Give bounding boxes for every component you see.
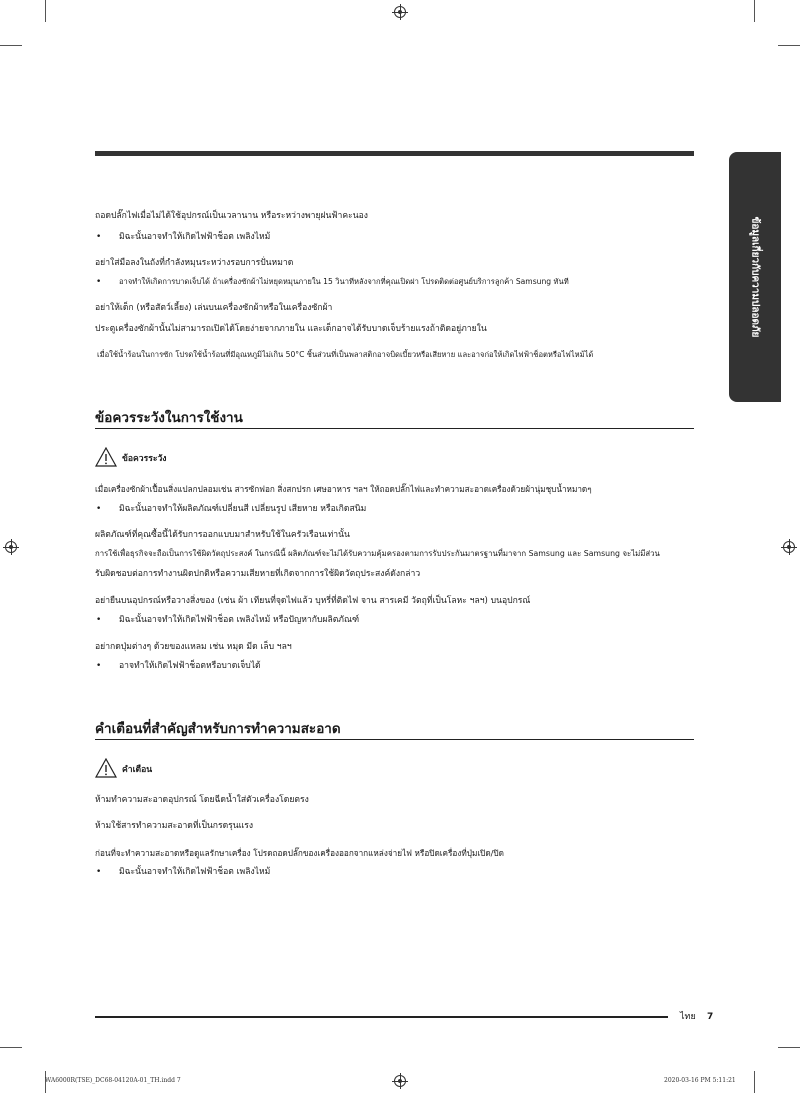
section-divider: [95, 739, 694, 740]
warning-label: คำเตือน: [122, 765, 153, 775]
registration-mark-icon: [783, 541, 795, 553]
bullet: •: [96, 277, 102, 287]
bullet-text: มิฉะนั้นอาจทำให้ผลิตภัณฑ์เปลี่ยนสี เปลี่ยนรูป เสียหาย หรือเกิดสนิม: [119, 504, 367, 514]
bullet: •: [96, 504, 102, 514]
page-number: 7: [707, 1012, 714, 1022]
section-title-cleaning-warnings: คำเตือนที่สำคัญสำหรับการทำความสะอาด: [95, 721, 341, 737]
bullet-text: มิฉะนั้นอาจทำให้เกิดไฟฟ้าช็อต เพลิงไหม้: [119, 232, 271, 242]
crop-mark-tl-v: [45, 0, 46, 22]
registration-mark-icon: [394, 6, 406, 18]
paragraph: อย่าให้เด็ก (หรือสัตว์เลี้ยง) เล่นบนเครื่องซักผ้าหรือในเครื่องซักผ้า: [95, 303, 333, 313]
side-tab-label: ข้อมูลเกี่ยวกับความปลอดภัย: [749, 216, 761, 338]
paragraph: ประตูเครื่องซักผ้านั้นไม่สามารถเปิดได้โดยง่ายจากภายใน และเด็กอาจได้รับบาดเจ็บร้ายแรงถ้าติดอยู่ภายใน: [95, 324, 487, 334]
paragraph: ห้ามใช้สารทำความสะอาดที่เป็นกรดรุนแรง: [95, 821, 254, 831]
bullet-text: มิฉะนั้นอาจทำให้เกิดไฟฟ้าช็อต เพลิงไหม้ หรือปัญหากับผลิตภัณฑ์: [119, 615, 360, 625]
paragraph: ผลิตภัณฑ์ที่คุณซื้อนี้ได้รับการออกแบบมาสำหรับใช้ในครัวเรือนเท่านั้น: [95, 530, 350, 540]
bullet-text: มิฉะนั้นอาจทำให้เกิดไฟฟ้าช็อต เพลิงไหม้: [119, 867, 271, 877]
bullet-text: อาจทำให้เกิดการบาดเจ็บได้ ถ้าเครื่องซักผ้าไม่หยุดหมุนภายใน 15 วินาทีหลังจากที่คุณเปิดฝา โปรดติดต่อศูนย์บริการลูกค้า Samsung ทันที: [119, 277, 569, 286]
crop-mark-br-v: [754, 1071, 755, 1093]
bullet-text: อาจทำให้เกิดไฟฟ้าช็อตหรือบาดเจ็บได้: [119, 661, 261, 671]
paragraph: อย่าใส่มือลงในถังที่กำลังหมุนระหว่างรอบการปั่นหมาด: [95, 258, 294, 268]
footer-rule: [95, 1016, 668, 1018]
section-divider: [95, 428, 694, 429]
paragraph: รับผิดชอบต่อการทำงานผิดปกติหรือความเสียหายที่เกิดจากการใช้ผิดวัตถุประสงค์ดังกล่าว: [95, 569, 421, 579]
footer-language: ไทย: [680, 1012, 696, 1022]
section-title-usage-precautions: ข้อควรระวังในการใช้งาน: [95, 410, 243, 426]
bullet: •: [96, 867, 102, 877]
paragraph: ถอดปลั๊กไฟเมื่อไม่ได้ใช้อุปกรณ์เป็นเวลานาน หรือระหว่างพายุฝนฟ้าคะนอง: [95, 211, 368, 221]
bullet: •: [96, 661, 102, 671]
side-tab: [729, 152, 781, 402]
caution-label: ข้อควรระวัง: [122, 454, 167, 464]
paragraph: เมื่อเครื่องซักผ้าเปื้อนสิ่งแปลกปลอมเช่น สารซักฟอก สิ่งสกปรก เศษอาหาร ฯลฯ ให้ถอดปลั๊กไฟและทำความสะอาดเครื่องด้วยผ้านุ่มชุบน้ำหมาดๆ: [95, 484, 592, 494]
paragraph: ห้ามทำความสะอาดอุปกรณ์ โดยฉีดน้ำใส่ตัวเครื่องโดยตรง: [95, 795, 309, 805]
header-rule: [95, 151, 694, 156]
registration-mark-icon: [5, 541, 17, 553]
warning-triangle-icon: [95, 758, 117, 778]
paragraph: เมื่อใช้น้ำร้อนในการซัก โปรดใช้น้ำร้อนที่มีอุณหภูมิไม่เกิน 50°C ชิ้นส่วนที่เป็นพลาสติกอาจบิดเบี้ยวหรือเสียหาย และอาจก่อให้เกิดไฟฟ้าช็อตหรือไฟไหม้ได้: [97, 350, 594, 359]
crop-mark-br-h: [778, 1047, 800, 1048]
paragraph: อย่ายืนบนอุปกรณ์หรือวางสิ่งของ (เช่น ผ้า เทียนที่จุดไฟแล้ว บุหรี่ที่ติดไฟ จาน สารเคมี วัตถุที่เป็นโลหะ ฯลฯ) บนอุปกรณ์: [95, 596, 531, 606]
print-slug-file: WA6000R(TSE)_DC68-04120A-01_TH.indd 7: [45, 1077, 181, 1084]
crop-mark-tr-v: [754, 0, 755, 22]
paragraph: การใช้เพื่อธุรกิจจะถือเป็นการใช้ผิดวัตถุประสงค์ ในกรณีนี้ ผลิตภัณฑ์จะไม่ได้รับความคุ้มครองตามการรับประกันมาตรฐานที่มาจาก Samsung และ Samsung จะไม่มีส่วน: [95, 549, 660, 558]
warning-triangle-icon: [95, 447, 117, 467]
crop-mark-tr-h: [778, 45, 800, 46]
print-slug-timestamp: 2020-03-16 PM 5:11:21: [664, 1077, 736, 1084]
crop-mark-bl-h: [0, 1047, 22, 1048]
paragraph: อย่ากดปุ่มต่างๆ ด้วยของแหลม เช่น หมุด มีด เล็บ ฯลฯ: [95, 642, 292, 652]
bullet: •: [96, 232, 102, 242]
paragraph: ก่อนที่จะทำความสะอาดหรือดูแลรักษาเครื่อง โปรดถอดปลั๊กของเครื่องออกจากแหล่งจ่ายไฟ หรือปิดเครื่องที่ปุ่มเปิด/ปิด: [95, 848, 504, 858]
bullet: •: [96, 615, 102, 625]
crop-mark-tl-h: [0, 45, 22, 46]
registration-mark-icon: [394, 1075, 406, 1087]
